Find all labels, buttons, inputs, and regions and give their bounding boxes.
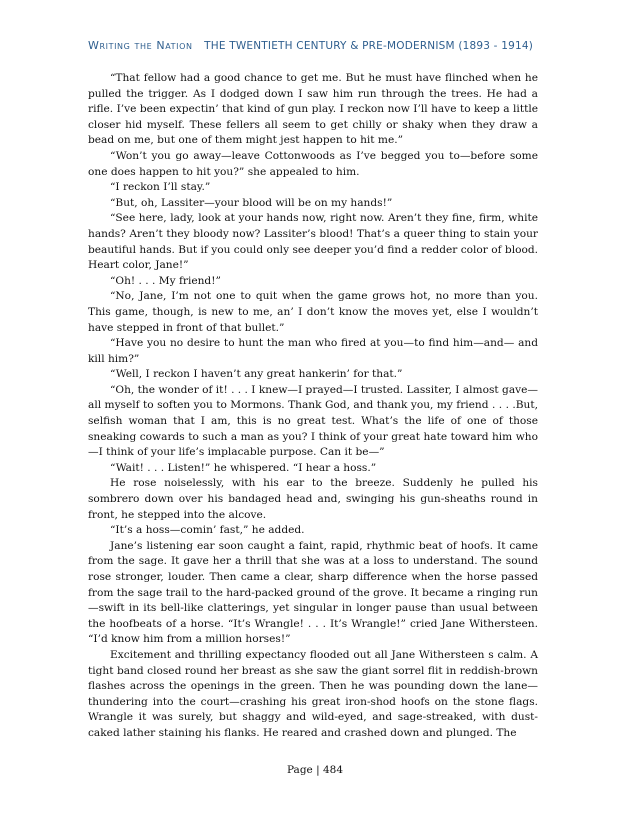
header-series-title: Writing the Nation bbox=[88, 39, 193, 52]
paragraph: “Won’t you go away—leave Cottonwoods as I’ve begged you to—before some one does happen to hit you?” she appealed to him. bbox=[88, 149, 538, 178]
paragraph: “That fellow had a good chance to get me. But he must have flinched when he pulled the trigger. As I dodged down I saw him run through the trees. He had a rifle. I’ve been expectin’ that kind of gun play. I reckon now I’ll have to keep a little closer hid myself. These fellers all seem to get chilly or shaky when they draw a bead on me, but one of them might jest happen to hit me.” bbox=[88, 72, 538, 147]
paragraph: Jane’s listening ear soon caught a faint, rapid, rhythmic beat of hoofs. It came from the sage. It gave her a thrill that she was at a loss to understand. The sound rose stronger, louder. Then came a clear, sharp difference when the horse passed from the sage trail to the hard-packed ground of the grove. It became a ringing run—swift in its bell-like clatterings, yet singular in longer pause than usual between the hoofbeats of a horse. “It’s Wrangle! . . . It’s Wrangle!” cried Jane Withersteen. “I’d know him from a million horses!” bbox=[88, 539, 538, 646]
paragraph: “Well, I reckon I haven’t any great hankerin’ for that.” bbox=[110, 368, 403, 381]
paragraph: “I reckon I’ll stay.” bbox=[110, 181, 211, 194]
page-number: Page | 484 bbox=[286, 764, 344, 776]
paragraph: Excitement and thrilling expectancy flooded out all Jane Withersteen s calm. A tight band closed round her breast as she saw the giant sorrel flit in reddish-brown flashes across the openings in the green. Then he was pounding down the lane—thundering into the court—crashing his great iron-shod hoofs on the stone flags. Wrangle it was surely, but shaggy and wild-eyed, and sage-streaked, with dust-caked lather staining his flanks. He reared and crashed down and plunged. The bbox=[88, 648, 538, 739]
paragraph: “Wait! . . . Listen!” he whispered. “I hear a hoss.” bbox=[110, 461, 377, 474]
paragraph: “No, Jane, I’m not one to quit when the game grows hot, no more than you. This game, though, is new to me, an’ I don’t know the moves yet, else I wouldn’t have stepped in front of that bullet.” bbox=[88, 290, 538, 334]
paragraph: “See here, lady, look at your hands now, right now. Aren’t they fine, firm, white hands? Aren’t they bloody now? Lassiter’s blood! That’s a queer thing to stain your beautiful hands. But if you could only see deeper you’d find a redder color of blood. Heart color, Jane!” bbox=[88, 212, 538, 272]
paragraph: “But, oh, Lassiter—your blood will be on my hands!” bbox=[110, 196, 393, 209]
paragraph: “Oh! . . . My friend!” bbox=[110, 274, 221, 287]
paragraph: “It’s a hoss—comin’ fast,” he added. bbox=[110, 524, 305, 537]
body-text bbox=[88, 71, 538, 742]
paragraph: “Have you no desire to hunt the man who fired at you—to find him—and— and kill him?” bbox=[88, 337, 538, 365]
paragraph: “Oh, the wonder of it! . . . I knew—I prayed—I trusted. Lassiter, I almost gave—all myself to soften you to Mormons. Thank God, and thank you, my friend . . . .But, selfish woman that I am, this is no great test. What’s the life of one of those sneaking cowards to such a man as you? I think of your great hate toward him who—I think of your life’s implacable purpose. Can it be—” bbox=[88, 383, 538, 459]
header-section-title: THE TWENTIETH CENTURY & PRE-MODERNISM (1893 - 1914) bbox=[204, 40, 534, 52]
running-header bbox=[88, 39, 533, 52]
paragraph: He rose noiselessly, with his ear to the breeze. Suddenly he pulled his sombrero down over his bandaged head and, swinging his gun-sheaths round in front, he stepped into the alcove. bbox=[88, 477, 538, 521]
